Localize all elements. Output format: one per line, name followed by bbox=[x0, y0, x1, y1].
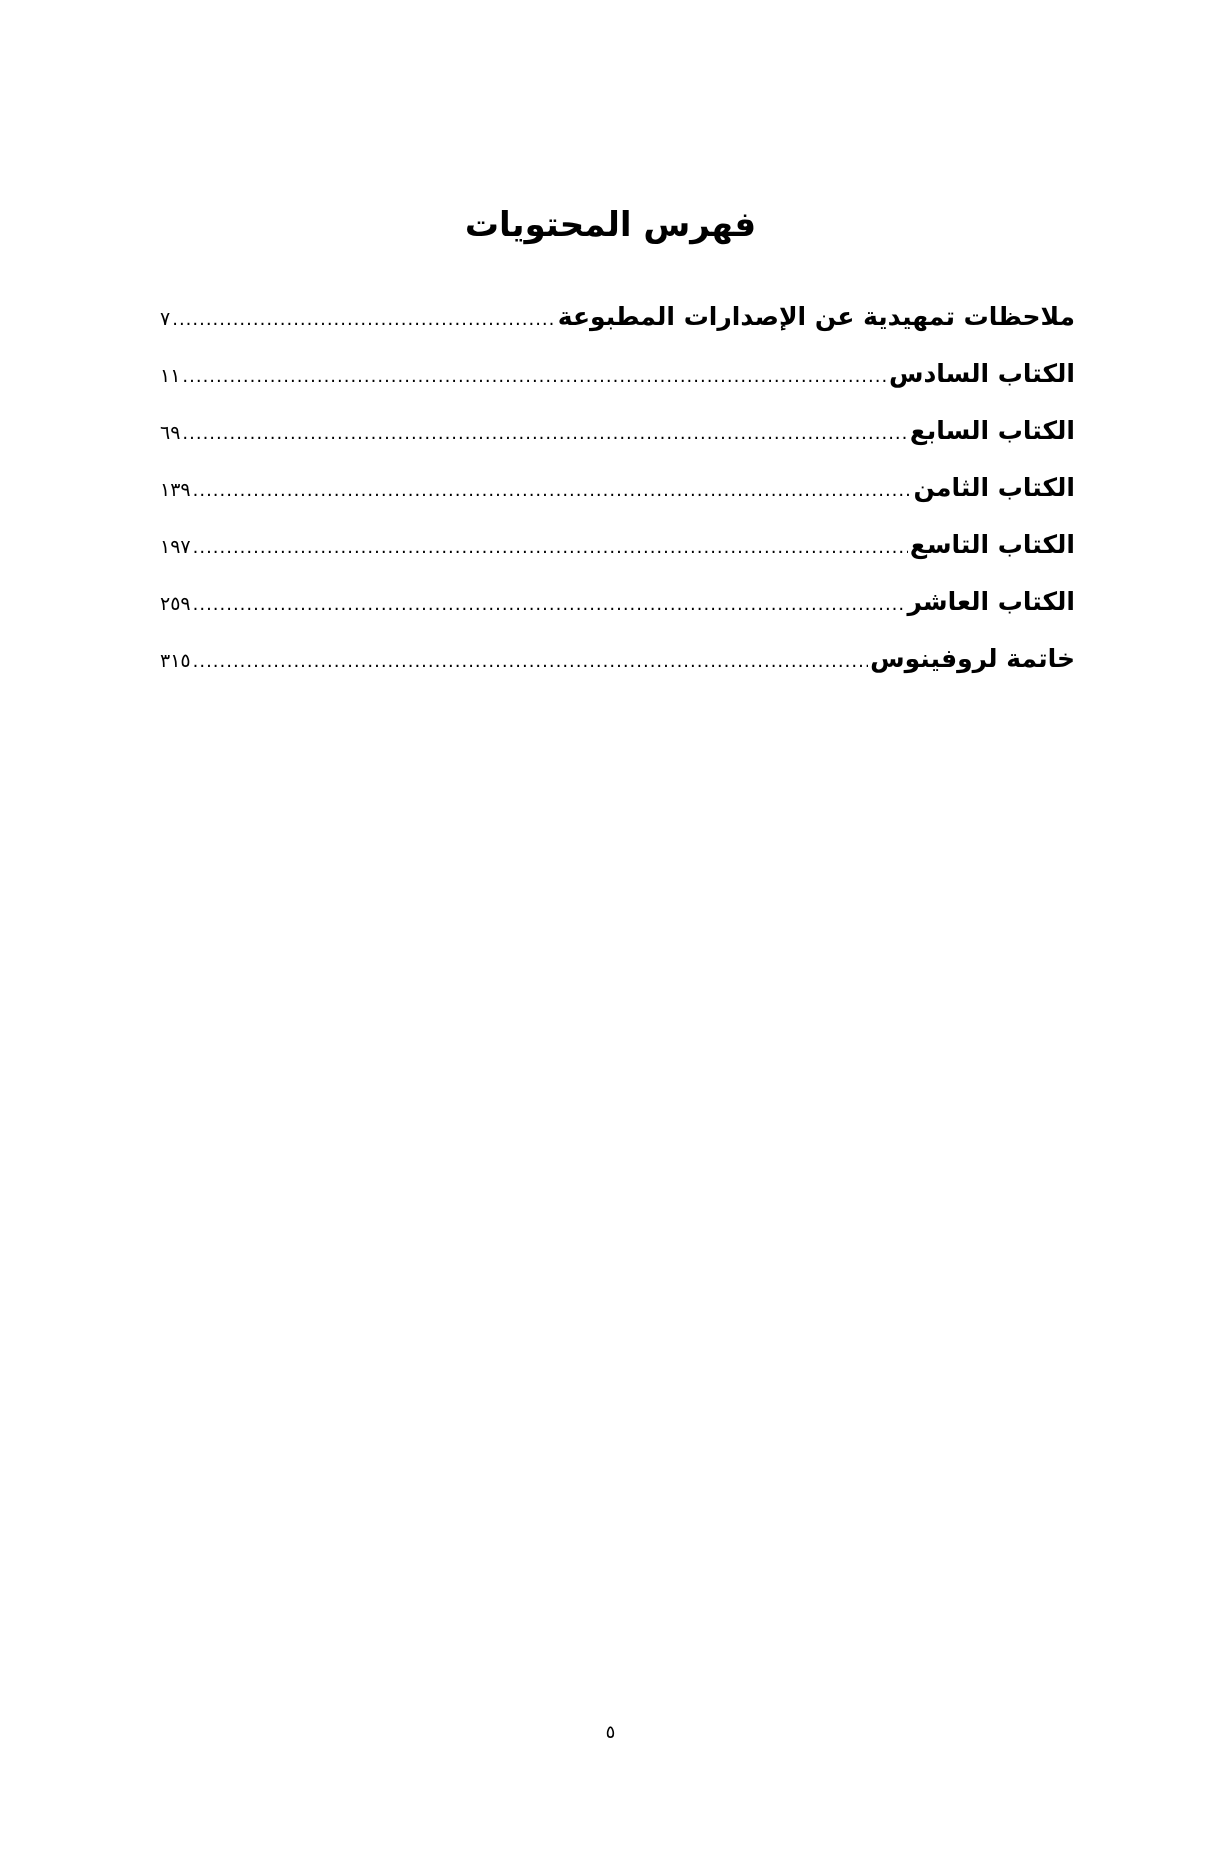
dot-leader bbox=[172, 309, 556, 330]
toc-entry-page: ٧ bbox=[160, 308, 171, 330]
toc-entry-book-9 bbox=[160, 530, 1075, 587]
toc-entry-page: ١١ bbox=[160, 365, 181, 387]
dot-leader bbox=[182, 366, 887, 387]
toc-entry-introductory-notes bbox=[160, 302, 1075, 359]
dot-leader bbox=[193, 651, 869, 672]
toc-entry-label: الكتاب العاشر bbox=[907, 587, 1075, 616]
toc-entry-label: الكتاب السادس bbox=[888, 359, 1075, 388]
toc-entry-label: ملاحظات تمهيدية عن الإصدارات المطبوعة bbox=[557, 302, 1075, 331]
toc-entry-book-8 bbox=[160, 473, 1075, 530]
toc-entry-label: الكتاب السابع bbox=[909, 416, 1075, 445]
toc-entry-page: ١٩٧ bbox=[160, 536, 191, 558]
toc-entry-page: ١٣٩ bbox=[160, 479, 191, 501]
dot-leader bbox=[182, 423, 907, 444]
toc-entry-label: خاتمة لروفينوس bbox=[870, 644, 1075, 673]
toc-entry-label: الكتاب الثامن bbox=[913, 473, 1075, 502]
page-number: ٥ bbox=[605, 1722, 616, 1743]
toc-entry-label: الكتاب التاسع bbox=[909, 530, 1075, 559]
toc-entry-conclusion bbox=[160, 644, 1075, 701]
toc-entry-book-10 bbox=[160, 587, 1075, 644]
toc-entry-page: ٦٩ bbox=[160, 422, 181, 444]
dot-leader bbox=[193, 480, 912, 501]
page-title: فهرس المحتويات bbox=[464, 205, 757, 245]
dot-leader bbox=[193, 594, 906, 615]
toc-entry-page: ٣١٥ bbox=[160, 650, 191, 672]
dot-leader bbox=[193, 537, 908, 558]
toc-entry-book-6 bbox=[160, 359, 1075, 416]
toc-entry-book-7 bbox=[160, 416, 1075, 473]
toc-entry-page: ٢٥٩ bbox=[160, 593, 191, 615]
table-of-contents bbox=[160, 302, 1075, 701]
